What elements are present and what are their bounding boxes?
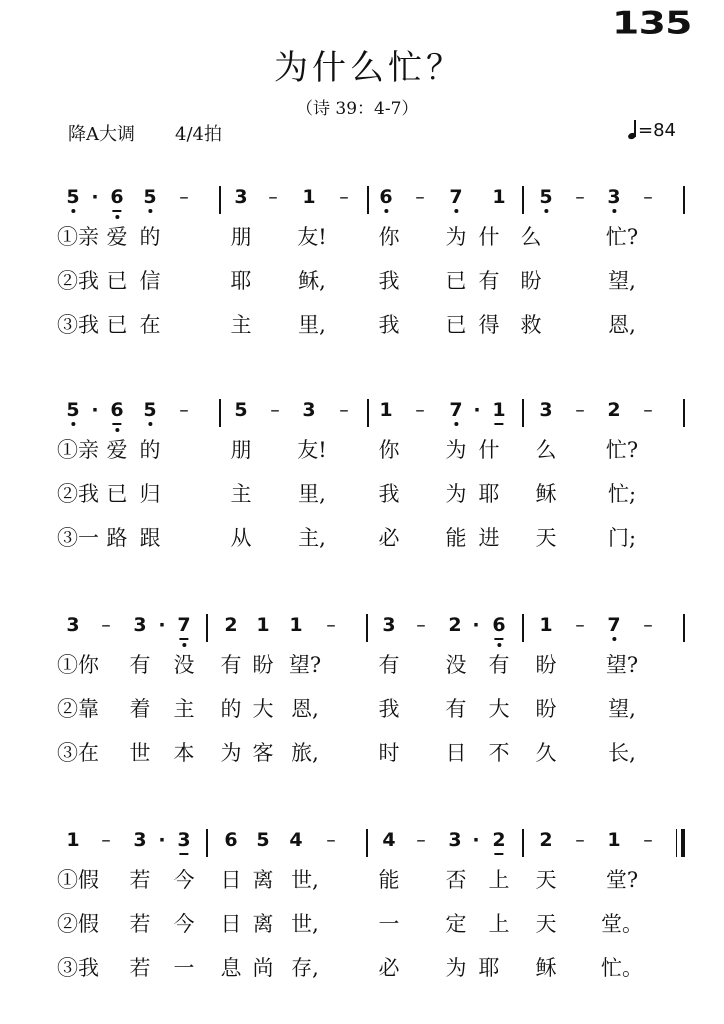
note: 7 — [449, 182, 462, 212]
note: 4 — [382, 829, 396, 851]
barline — [219, 399, 221, 427]
lyric-syllable: ③我 — [57, 956, 99, 980]
lyric-syllable: 我 — [378, 697, 400, 721]
tempo-value: =84 — [638, 120, 676, 141]
lyric-syllable: 从 — [230, 526, 252, 550]
barline — [522, 186, 524, 214]
note: 1 — [539, 614, 553, 636]
note: 6 — [224, 829, 238, 851]
lyric-syllable: 堂。 — [601, 912, 643, 936]
lyric-syllable: 定 — [445, 912, 467, 936]
lyric-syllable: 稣 — [535, 956, 557, 980]
hold-dash: – — [339, 186, 349, 208]
lyric-syllable: 旅, — [291, 741, 319, 765]
eighth-underline — [494, 853, 503, 855]
note: 5 — [66, 395, 79, 425]
lyric-syllable: 今 — [173, 868, 195, 892]
hold-dash: – — [643, 186, 653, 208]
lyric-syllable: 为 — [445, 225, 467, 249]
note: 3 — [448, 829, 462, 851]
lyric-syllable: 稣 — [535, 482, 557, 506]
lyric-syllable: ②我 — [57, 482, 99, 506]
note: 3 — [302, 399, 316, 421]
note: 5 — [143, 182, 156, 212]
lyric-verse-1 — [0, 650, 724, 694]
lower-octave-dot — [612, 637, 616, 641]
eighth-underline — [179, 853, 188, 855]
lyric-syllable: 稣, — [298, 269, 326, 293]
hold-dash: – — [643, 614, 653, 636]
hold-dash: – — [339, 399, 349, 421]
lyric-syllable: 本 — [173, 741, 195, 765]
hold-dash: – — [268, 186, 278, 208]
lyric-verse-3 — [0, 523, 724, 567]
hold-dash: – — [179, 399, 189, 421]
note: 3 — [177, 825, 190, 855]
barline — [366, 829, 368, 857]
hold-dash: – — [415, 399, 425, 421]
lyric-syllable: 忙? — [605, 438, 639, 462]
lyric-verse-2 — [0, 266, 724, 310]
lyric-syllable: 望, — [608, 269, 636, 293]
lyric-verse-2 — [0, 479, 724, 523]
note: 5 — [256, 829, 270, 851]
lyric-syllable: 主 — [230, 482, 252, 506]
note: 3 — [539, 399, 553, 421]
lower-octave-dot — [544, 209, 548, 213]
lyric-syllable: 必 — [378, 956, 400, 980]
lyric-verse-2 — [0, 694, 724, 738]
augmentation-dot: · — [473, 399, 481, 421]
note: 6 — [110, 182, 123, 212]
lyric-syllable: 得 — [478, 313, 500, 337]
lyric-syllable: 我 — [378, 482, 400, 506]
hold-dash: – — [326, 614, 336, 636]
lower-octave-dot — [148, 209, 152, 213]
lyric-syllable: 什 — [478, 438, 500, 462]
lyric-syllable: 一 — [173, 956, 195, 980]
note: 2 — [224, 614, 238, 636]
lyric-syllable: 离 — [252, 912, 274, 936]
note: 3 — [607, 182, 620, 212]
lyric-syllable: ③在 — [57, 741, 99, 765]
lyric-syllable: 里, — [298, 313, 326, 337]
lyric-syllable: 大 — [252, 697, 274, 721]
lyric-syllable: 为 — [445, 438, 467, 462]
lower-octave-dot — [612, 209, 616, 213]
note: 6 — [110, 395, 123, 425]
lyric-syllable: 什 — [478, 225, 500, 249]
notation-line — [0, 610, 724, 650]
note: 5 — [66, 182, 79, 212]
lyric-syllable: 主 — [230, 313, 252, 337]
eighth-underline — [179, 638, 188, 640]
lower-octave-dot — [71, 209, 75, 213]
lyric-syllable: 信 — [139, 269, 161, 293]
lyric-syllable: 尚 — [252, 956, 274, 980]
lyric-syllable: 客 — [252, 741, 274, 765]
eighth-underline — [112, 423, 121, 425]
lyric-verse-3 — [0, 738, 724, 782]
lyric-syllable: 能 — [445, 526, 467, 550]
music-system-3 — [0, 610, 724, 782]
note: 2 — [492, 825, 505, 855]
lyric-syllable: 若 — [129, 912, 151, 936]
lower-octave-dot — [115, 215, 119, 219]
lyric-syllable: 日 — [220, 912, 242, 936]
lyric-syllable: 救 — [520, 313, 542, 337]
augmentation-dot: · — [472, 614, 480, 636]
lyric-syllable: 我 — [378, 313, 400, 337]
final-barline-thin — [676, 829, 677, 857]
eighth-underline — [494, 423, 503, 425]
tempo-marking — [628, 120, 676, 141]
lyric-syllable: 天 — [535, 912, 557, 936]
quarter-note-icon — [628, 120, 638, 140]
music-system-2 — [0, 395, 724, 567]
song-title: 为什么忙？ — [274, 48, 464, 88]
lyric-syllable: 主 — [173, 697, 195, 721]
hold-dash: – — [416, 614, 426, 636]
lyric-syllable: 有 — [445, 697, 467, 721]
eighth-underline — [112, 210, 121, 212]
lyric-verse-1 — [0, 435, 724, 479]
lyric-syllable: 友! — [297, 438, 327, 462]
lyric-syllable: 恩, — [291, 697, 319, 721]
lyric-syllable: 么 — [535, 438, 557, 462]
note: 3 — [66, 614, 80, 636]
barline — [206, 614, 208, 642]
lyric-syllable: 离 — [252, 868, 274, 892]
barline — [367, 399, 369, 427]
lyric-syllable: 主, — [298, 526, 326, 550]
lyric-syllable: 天 — [535, 868, 557, 892]
lyric-syllable: ②假 — [57, 912, 99, 936]
lower-octave-dot — [454, 422, 458, 426]
lyric-syllable: 望? — [288, 653, 322, 677]
hold-dash: – — [575, 186, 585, 208]
hold-dash: – — [415, 186, 425, 208]
lyric-syllable: 我 — [378, 269, 400, 293]
lyric-syllable: 么 — [520, 225, 542, 249]
note: 1 — [289, 614, 303, 636]
final-barline-thick — [681, 829, 685, 857]
lyric-syllable: 长, — [608, 741, 636, 765]
lyric-syllable: 耶 — [230, 269, 252, 293]
lyric-syllable: 存, — [291, 956, 319, 980]
hold-dash: – — [179, 186, 189, 208]
barline — [683, 186, 685, 214]
lyric-syllable: 有 — [129, 653, 151, 677]
barline — [522, 399, 524, 427]
lyric-syllable: ③我 — [57, 313, 99, 337]
note: 4 — [289, 829, 303, 851]
lyric-syllable: 归 — [139, 482, 161, 506]
lyric-syllable: 没 — [445, 653, 467, 677]
lower-octave-dot — [454, 209, 458, 213]
lyric-syllable: 世 — [129, 741, 151, 765]
lyric-verse-1 — [0, 222, 724, 266]
note: 3 — [234, 186, 248, 208]
lyric-syllable: ①亲 — [57, 438, 99, 462]
note: 3 — [133, 829, 147, 851]
augmentation-dot: · — [472, 829, 480, 851]
note: 1 — [492, 395, 505, 425]
lyric-syllable: 路 — [106, 526, 128, 550]
lyric-syllable: 时 — [378, 741, 400, 765]
lyric-verse-3 — [0, 310, 724, 354]
lyric-syllable: 朋 — [230, 225, 252, 249]
lyric-syllable: 盼 — [520, 269, 542, 293]
lyric-verse-1 — [0, 865, 724, 909]
lower-octave-dot — [148, 422, 152, 426]
lyric-syllable: 久 — [535, 741, 557, 765]
lyric-syllable: 有 — [378, 653, 400, 677]
note: 1 — [492, 186, 506, 208]
lyric-syllable: 不 — [488, 741, 510, 765]
lyric-syllable: 盼 — [252, 653, 274, 677]
hold-dash: – — [575, 829, 585, 851]
lyric-syllable: ③一 — [57, 526, 99, 550]
lyric-syllable: 上 — [488, 912, 510, 936]
music-system-4 — [0, 825, 724, 997]
lyric-syllable: 忙; — [607, 482, 637, 506]
note: 2 — [448, 614, 462, 636]
lyric-syllable: 的 — [139, 225, 161, 249]
note: 1 — [302, 186, 316, 208]
lyric-syllable: 的 — [139, 438, 161, 462]
lyric-syllable: 你 — [378, 225, 400, 249]
lyric-verse-3 — [0, 953, 724, 997]
note: 3 — [133, 614, 147, 636]
lyric-syllable: 日 — [445, 741, 467, 765]
lyric-syllable: 已 — [445, 313, 467, 337]
hold-dash: – — [101, 614, 111, 636]
note: 7 — [177, 610, 190, 640]
lyric-syllable: 已 — [106, 269, 128, 293]
lyric-syllable: 朋 — [230, 438, 252, 462]
lyric-syllable: 若 — [129, 868, 151, 892]
lyric-syllable: ①亲 — [57, 225, 99, 249]
lyric-syllable: 耶 — [478, 482, 500, 506]
lyric-syllable: 堂? — [605, 868, 639, 892]
lyric-syllable: 跟 — [139, 526, 161, 550]
lower-octave-dot — [115, 428, 119, 432]
time-signature: 4/4拍 — [175, 124, 222, 145]
augmentation-dot: · — [158, 614, 166, 636]
note: 2 — [607, 399, 621, 421]
lyric-syllable: 爱 — [106, 225, 128, 249]
lower-octave-dot — [497, 643, 501, 647]
lyric-syllable: 为 — [445, 956, 467, 980]
lyric-syllable: ①你 — [57, 653, 99, 677]
note: 1 — [256, 614, 270, 636]
lyric-syllable: 门; — [607, 526, 637, 550]
hold-dash: – — [326, 829, 336, 851]
eighth-underline — [494, 638, 503, 640]
barline — [522, 829, 524, 857]
barline — [683, 614, 685, 642]
lyric-syllable: 在 — [139, 313, 161, 337]
lyric-syllable: 天 — [535, 526, 557, 550]
note: 6 — [379, 182, 392, 212]
note: 7 — [449, 395, 462, 425]
note: 3 — [382, 614, 396, 636]
lyric-syllable: 的 — [220, 697, 242, 721]
lower-octave-dot — [71, 422, 75, 426]
key-signature: 降A大调 — [68, 124, 135, 145]
lyric-syllable: 今 — [173, 912, 195, 936]
barline — [219, 186, 221, 214]
note: 1 — [66, 829, 80, 851]
music-system-1 — [0, 182, 724, 354]
lyric-syllable: 为 — [220, 741, 242, 765]
lyric-syllable: ②靠 — [57, 697, 99, 721]
barline — [522, 614, 524, 642]
lyric-syllable: 你 — [378, 438, 400, 462]
lyric-syllable: 友! — [297, 225, 327, 249]
lyric-syllable: 着 — [129, 697, 151, 721]
note: 5 — [234, 399, 248, 421]
lower-octave-dot — [384, 209, 388, 213]
lyric-syllable: 必 — [378, 526, 400, 550]
lyric-syllable: 望? — [605, 653, 639, 677]
lyric-syllable: ②我 — [57, 269, 99, 293]
hold-dash: – — [270, 399, 280, 421]
lyric-syllable: 忙? — [605, 225, 639, 249]
note: 1 — [379, 399, 393, 421]
lyric-syllable: 盼 — [535, 697, 557, 721]
lyric-syllable: 进 — [478, 526, 500, 550]
barline — [366, 614, 368, 642]
augmentation-dot: · — [91, 186, 99, 208]
lyric-syllable: 已 — [106, 313, 128, 337]
lyric-syllable: 有 — [220, 653, 242, 677]
hold-dash: – — [643, 399, 653, 421]
lyric-syllable: 已 — [106, 482, 128, 506]
lower-octave-dot — [182, 643, 186, 647]
note: 2 — [539, 829, 553, 851]
lyric-syllable: 能 — [378, 868, 400, 892]
lyric-verse-2 — [0, 909, 724, 953]
lyric-syllable: 恩, — [608, 313, 636, 337]
scripture-reference: （诗 39：4-7） — [296, 99, 419, 119]
lyric-syllable: 忙。 — [601, 956, 643, 980]
lyric-syllable: 世, — [291, 912, 319, 936]
notation-line — [0, 825, 724, 865]
augmentation-dot: · — [91, 399, 99, 421]
lyric-syllable: 上 — [488, 868, 510, 892]
hold-dash: – — [643, 829, 653, 851]
lyric-syllable: 耶 — [478, 956, 500, 980]
lyric-syllable: 为 — [445, 482, 467, 506]
lyric-syllable: 若 — [129, 956, 151, 980]
note: 1 — [607, 829, 621, 851]
hold-dash: – — [101, 829, 111, 851]
lyric-syllable: 日 — [220, 868, 242, 892]
lyric-syllable: 否 — [445, 868, 467, 892]
lyric-syllable: 有 — [488, 653, 510, 677]
lyric-syllable: 望, — [608, 697, 636, 721]
note: 6 — [492, 610, 505, 640]
lyric-syllable: 大 — [488, 697, 510, 721]
lyric-syllable: 里, — [298, 482, 326, 506]
lyric-syllable: 没 — [173, 653, 195, 677]
note: 5 — [143, 395, 156, 425]
hold-dash: – — [575, 614, 585, 636]
barline — [683, 399, 685, 427]
lyric-syllable: 息 — [220, 956, 242, 980]
note: 5 — [539, 182, 552, 212]
hold-dash: – — [416, 829, 426, 851]
notation-line — [0, 182, 724, 222]
lyric-syllable: ①假 — [57, 868, 99, 892]
hold-dash: – — [575, 399, 585, 421]
lyric-syllable: 盼 — [535, 653, 557, 677]
barline — [367, 186, 369, 214]
lyric-syllable: 爱 — [106, 438, 128, 462]
lyric-syllable: 一 — [378, 912, 400, 936]
notation-line — [0, 395, 724, 435]
augmentation-dot: · — [158, 829, 166, 851]
lyric-syllable: 世, — [291, 868, 319, 892]
barline — [206, 829, 208, 857]
lyric-syllable: 有 — [478, 269, 500, 293]
note: 7 — [607, 610, 620, 640]
lyric-syllable: 已 — [445, 269, 467, 293]
page-number: 135 — [612, 5, 692, 41]
